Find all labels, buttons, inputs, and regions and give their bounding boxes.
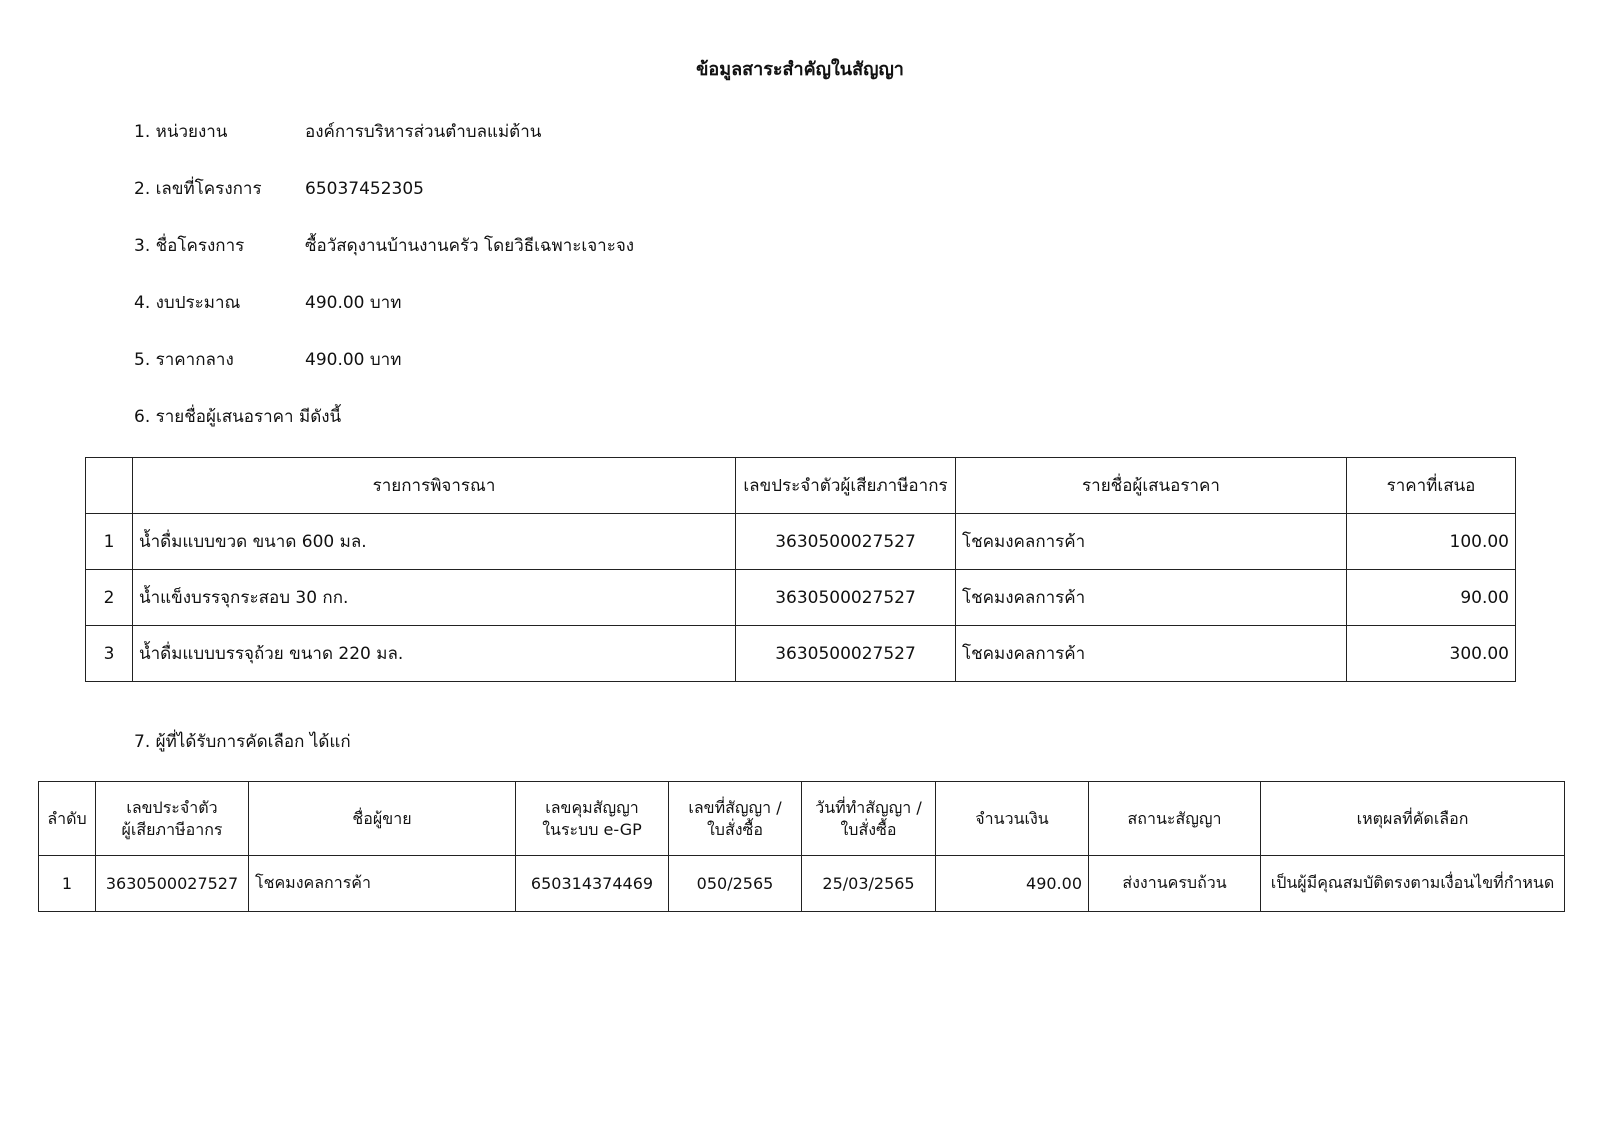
info-value: ซื้อวัสดุงานบ้านงานครัว โดยวิธีเฉพาะเจาะจง (305, 236, 635, 256)
cell-amount: 490.00 (936, 856, 1089, 912)
cell-index: 3 (86, 626, 133, 682)
header-line: เลขคุมสัญญา (545, 797, 639, 817)
cell-item: น้ำแข็งบรรจุกระสอบ 30 กก. (133, 570, 736, 626)
cell-tax-id: 3630500027527 (736, 626, 956, 682)
offers-table (85, 457, 1516, 682)
winner-table (38, 781, 1565, 912)
column-header-selection-reason (1261, 782, 1565, 856)
cell-tax-id: 3630500027527 (736, 570, 956, 626)
cell-index: 1 (86, 514, 133, 570)
info-label: 3. ชื่อโครงการ (134, 236, 245, 256)
header-line: ใบสั่งซื้อ (706, 819, 763, 839)
header-line: ในระบบ e-GP (542, 819, 642, 839)
cell-contract-status: ส่งงานครบถ้วน (1089, 856, 1261, 912)
column-header-egp-contract-number (516, 782, 669, 856)
cell-offer-price: 90.00 (1347, 570, 1516, 626)
column-header-seller-name (249, 782, 516, 856)
header-line: จำนวนเงิน (975, 808, 1049, 828)
column-header-amount (936, 782, 1089, 856)
info-label: 5. ราคากลาง (134, 350, 234, 370)
info-value: 490.00 บาท (305, 350, 402, 370)
info-label: 4. งบประมาณ (134, 293, 241, 313)
header-line: วันที่ทำสัญญา / (815, 797, 922, 817)
cell-bidder: โชคมงคลการค้า (956, 514, 1347, 570)
info-label: 2. เลขที่โครงการ (134, 179, 262, 199)
header-line: เลขประจำตัว (126, 797, 218, 817)
table-row (86, 570, 1516, 626)
info-label: 1. หน่วยงาน (134, 122, 228, 142)
cell-seller-name: โชคมงคลการค้า (249, 856, 516, 912)
header-line: ผู้เสียภาษีอากร (121, 819, 223, 839)
table-row (86, 514, 1516, 570)
offers-heading: 6. รายชื่อผู้เสนอราคา มีดังนี้ (134, 407, 342, 427)
info-value: องค์การบริหารส่วนตำบลแม่ต้าน (305, 122, 542, 142)
header-line: สถานะสัญญา (1127, 808, 1222, 828)
column-header-tax-id: เลขประจำตัวผู้เสียภาษีอากร (736, 458, 956, 514)
cell-order: 1 (39, 856, 96, 912)
column-header-contract-date (802, 782, 936, 856)
column-header-item: รายการพิจารณา (133, 458, 736, 514)
column-header-contract-number (669, 782, 802, 856)
cell-selection-reason: เป็นผู้มีคุณสมบัติตรงตามเงื่อนไขที่กำหนด (1261, 856, 1565, 912)
cell-offer-price: 100.00 (1347, 514, 1516, 570)
cell-contract-number: 050/2565 (669, 856, 802, 912)
cell-tax-id: 3630500027527 (96, 856, 249, 912)
header-line: เลขที่สัญญา / (688, 797, 782, 817)
header-line: ลำดับ (47, 808, 87, 828)
cell-egp-contract-number: 650314374469 (516, 856, 669, 912)
cell-bidder: โชคมงคลการค้า (956, 626, 1347, 682)
info-value: 65037452305 (305, 179, 424, 199)
cell-contract-date: 25/03/2565 (802, 856, 936, 912)
cell-index: 2 (86, 570, 133, 626)
cell-bidder: โชคมงคลการค้า (956, 570, 1347, 626)
column-header-contract-status (1089, 782, 1261, 856)
column-header-order (39, 782, 96, 856)
winner-heading: 7. ผู้ที่ได้รับการคัดเลือก ได้แก่ (134, 732, 351, 752)
table-header-row (86, 458, 1516, 514)
cell-tax-id: 3630500027527 (736, 514, 956, 570)
cell-item: น้ำดื่มแบบบรรจุถ้วย ขนาด 220 มล. (133, 626, 736, 682)
info-value: 490.00 บาท (305, 293, 402, 313)
table-row (39, 856, 1565, 912)
column-header-tax-id (96, 782, 249, 856)
document-title: ข้อมูลสาระสำคัญในสัญญา (696, 59, 904, 80)
header-line: เหตุผลที่คัดเลือก (1356, 808, 1469, 828)
column-header-index (86, 458, 133, 514)
header-line: ชื่อผู้ขาย (352, 808, 412, 828)
table-header-row (39, 782, 1565, 856)
header-line: ใบสั่งซื้อ (840, 819, 897, 839)
column-header-bidder: รายชื่อผู้เสนอราคา (956, 458, 1347, 514)
cell-offer-price: 300.00 (1347, 626, 1516, 682)
cell-item: น้ำดื่มแบบขวด ขนาด 600 มล. (133, 514, 736, 570)
table-row (86, 626, 1516, 682)
column-header-offer-price: ราคาที่เสนอ (1347, 458, 1516, 514)
